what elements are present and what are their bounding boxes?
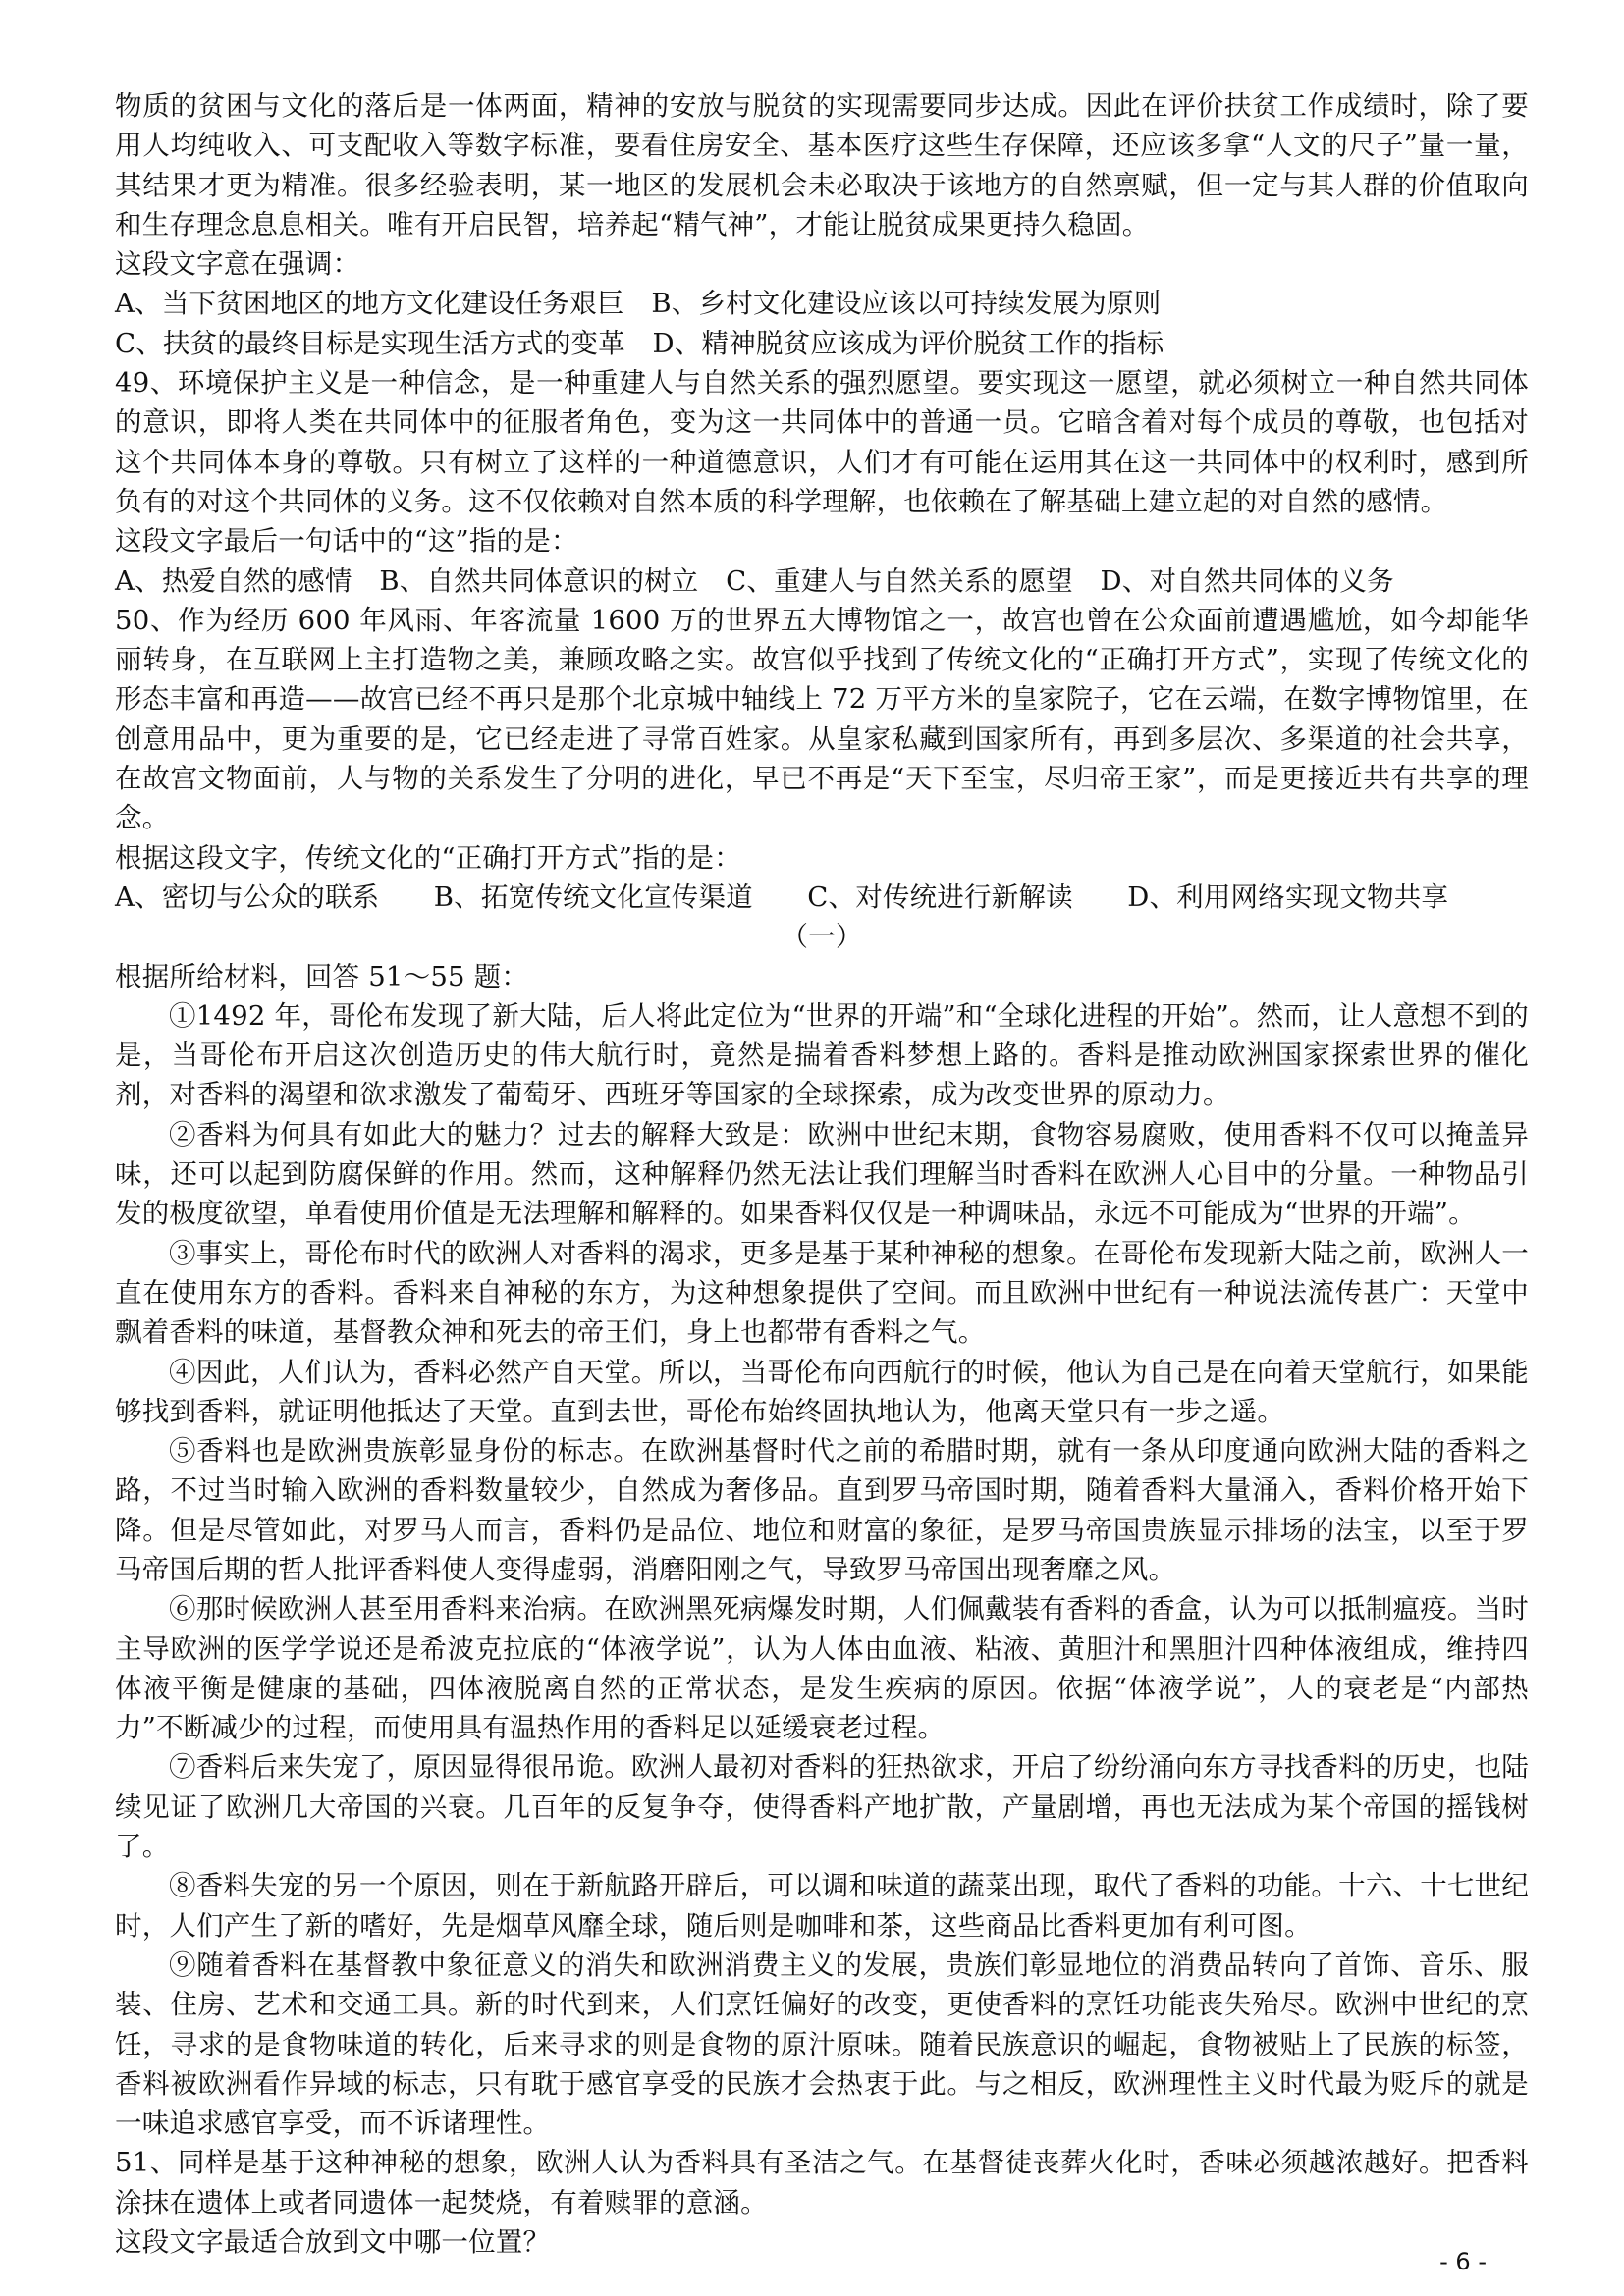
material-paragraph-2: ②香料为何具有如此大的魅力？过去的解释大致是：欧洲中世纪末期，食物容易腐败，使用香料不仅可以掩盖异味，还可以起到防腐保鲜的作用。然而，这种解释仍然无法让我们理解当时香料在欧洲人心目中的分量。一种物品引发的极度欲望，单看使用价值是无法理解和解释的。如果香料仅仅是一种调味品，永远不可能成为“世界的开端”。: [115, 1118, 1529, 1230]
material-paragraph-8: ⑧香料失宠的另一个原因，则在于新航路开辟后，可以调和味道的蔬菜出现，取代了香料的功能。十六、十七世纪时，人们产生了新的嗜好，先是烟草风靡全球，随后则是咖啡和茶，这些商品比香料更加有利可图。: [115, 1870, 1529, 1942]
material-paragraph-1: ①1492 年，哥伦布发现了新大陆，后人将此定位为“世界的开端”和“全球化进程的开始”。然而，让人意想不到的是，当哥伦布开启这次创造历史的伟大航行时，竟然是揣着香料梦想上路的。香料是推动欧洲国家探索世界的催化剂，对香料的渴望和欲求激发了葡萄牙、西班牙等国家的全球探索，成为改变世界的原动力。: [115, 999, 1529, 1111]
material-paragraph-4: ④因此，人们认为，香料必然产自天堂。所以，当哥伦布向西航行的时候，他认为自己是在向着天堂航行，如果能够找到香料，就证明他抵达了天堂。直到去世，哥伦布始终固执地认为，他离天堂只有一步之遥。: [115, 1356, 1529, 1427]
q51-question: 这段文字最适合放到文中哪一位置？: [115, 2226, 551, 2259]
material-paragraph-6: ⑥那时候欧洲人甚至用香料来治病。在欧洲黑死病爆发时期，人们佩戴装有香料的香盒，认为可以抵制瘟疫。当时主导欧洲的医学学说还是希波克拉底的“体液学说”，认为人体由血液、粘液、黄胆汁和黑胆汁四种体液组成，维持四体液平衡是健康的基础，四体液脱离自然的正常状态，是发生疾病的原因。依据“体液学说”，人的衰老是“内部热力”不断减少的过程，而使用具有温热作用的香料足以延缓衰老过程。: [115, 1593, 1529, 1744]
q49-passage: 49、环境保护主义是一种信念，是一种重建人与自然关系的强烈愿望。要实现这一愿望，就必须树立一种自然共同体的意识，即将人类在共同体中的征服者角色，变为这一共同体中的普通一员。它暗含着对每个成员的尊敬，也包括对这个共同体本身的尊敬。只有树立了这样的一种道德意识，人们才有可能在运用其在这一共同体中的权利时，感到所负有的对这个共同体的义务。这不仅依赖对自然本质的科学理解，也依赖在了解基础上建立起的对自然的感情。: [115, 367, 1529, 517]
q49-options: A、热爱自然的感情 B、自然共同体意识的树立 C、重建人与自然关系的愿望 D、对自然共同体的义务: [115, 564, 1394, 597]
q51-passage: 51、同样是基于这种神秘的想象，欧洲人认为香料具有圣洁之气。在基督徒丧葬火化时，香味必须越浓越好。把香料涂抹在遗体上或者同遗体一起焚烧，有着赎罪的意涵。: [115, 2147, 1529, 2218]
section-heading: （一）: [781, 921, 863, 953]
q48-options-line1: A、当下贫困地区的地方文化建设任务艰巨 B、乡村文化建设应该以可持续发展为原则: [115, 288, 1162, 320]
q48-question: 这段文字意在强调：: [115, 248, 360, 281]
page-number: - 6 -: [1439, 2248, 1487, 2275]
section-intro: 根据所给材料，回答 51～55 题：: [115, 960, 529, 992]
q50-question: 根据这段文字，传统文化的“正确打开方式”指的是：: [115, 841, 741, 874]
q49-question: 这段文字最后一句话中的“这”指的是：: [115, 525, 578, 558]
material-paragraph-7: ⑦香料后来失宠了，原因显得很吊诡。欧洲人最初对香料的狂热欲求，开启了纷纷涌向东方寻找香料的历史，也陆续见证了欧洲几大帝国的兴衰。几百年的反复争夺，使得香料产地扩散，产量剧增，再也无法成为某个帝国的摇钱树了。: [115, 1751, 1529, 1863]
q48-options-line2: C、扶贫的最终目标是实现生活方式的变革 D、精神脱贫应该成为评价脱贫工作的指标: [115, 327, 1164, 359]
material-paragraph-3: ③事实上，哥伦布时代的欧洲人对香料的渴求，更多是基于某种神秘的想象。在哥伦布发现新大陆之前，欧洲人一直在使用东方的香料。香料来自神秘的东方，为这种想象提供了空间。而且欧洲中世纪有一种说法流传甚广：天堂中飘着香料的味道，基督教众神和死去的帝王们，身上也都带有香料之气。: [115, 1237, 1529, 1349]
q50-options: A、密切与公众的联系 B、拓宽传统文化宣传渠道 C、对传统进行新解读 D、利用网络实现文物共享: [115, 881, 1449, 913]
material-paragraph-9: ⑨随着香料在基督教中象征意义的消失和欧洲消费主义的发展，贵族们彰显地位的消费品转向了首饰、音乐、服装、住房、艺术和交通工具。新的时代到来，人们烹饪偏好的改变，更使香料的烹饪功能丧失殆尽。欧洲中世纪的烹饪，寻求的是食物味道的转化，后来寻求的则是食物的原汁原味。随着民族意识的崛起，食物被贴上了民族的标签，香料被欧洲看作异域的标志，只有耽于感官享受的民族才会热衷于此。与之相反，欧洲理性主义时代最为贬斥的就是一味追求感官享受，而不诉诸理性。: [115, 1949, 1529, 2140]
page-content: [115, 86, 1529, 2262]
q48-passage: 物质的贫困与文化的落后是一体两面，精神的安放与脱贫的实现需要同步达成。因此在评价扶贫工作成绩时，除了要用人均纯收入、可支配收入等数字标准，要看住房安全、基本医疗这些生存保障，还应该多拿“人文的尺子”量一量，其结果才更为精准。很多经验表明，某一地区的发展机会未必取决于该地方的自然禀赋，但一定与其人群的价值取向和生存理念息息相关。唯有开启民智，培养起“精气神”，才能让脱贫成果更持久稳固。: [115, 90, 1529, 240]
q50-passage: 50、作为经历 600 年风雨、年客流量 1600 万的世界五大博物馆之一，故宫也曾在公众面前遭遇尴尬，如今却能华丽转身，在互联网上主打造物之美，兼顾攻略之实。故宫似乎找到了传统文化的“正确打开方式”，实现了传统文化的形态丰富和再造——故宫已经不再只是那个北京城中轴线上 72 万平方米的皇家院子，它在云端，在数字博物馆里，在创意用品中，更为重要的是，它已经走进了寻常百姓家。从皇家私藏到国家所有，再到多层次、多渠道的社会共享，在故宫文物面前，人与物的关系发生了分明的进化，早已不再是“天下至宝，尽归帝王家”，而是更接近共有共享的理念。: [115, 604, 1529, 834]
material-paragraph-5: ⑤香料也是欧洲贵族彰显身份的标志。在欧洲基督时代之前的希腊时期，就有一条从印度通向欧洲大陆的香料之路，不过当时输入欧洲的香料数量较少，自然成为奢侈品。直到罗马帝国时期，随着香料大量涌入，香料价格开始下降。但是尽管如此，对罗马人而言，香料仍是品位、地位和财富的象征，是罗马帝国贵族显示排场的法宝，以至于罗马帝国后期的哲人批评香料使人变得虚弱，消磨阳刚之气，导致罗马帝国出现奢靡之风。: [115, 1435, 1529, 1585]
